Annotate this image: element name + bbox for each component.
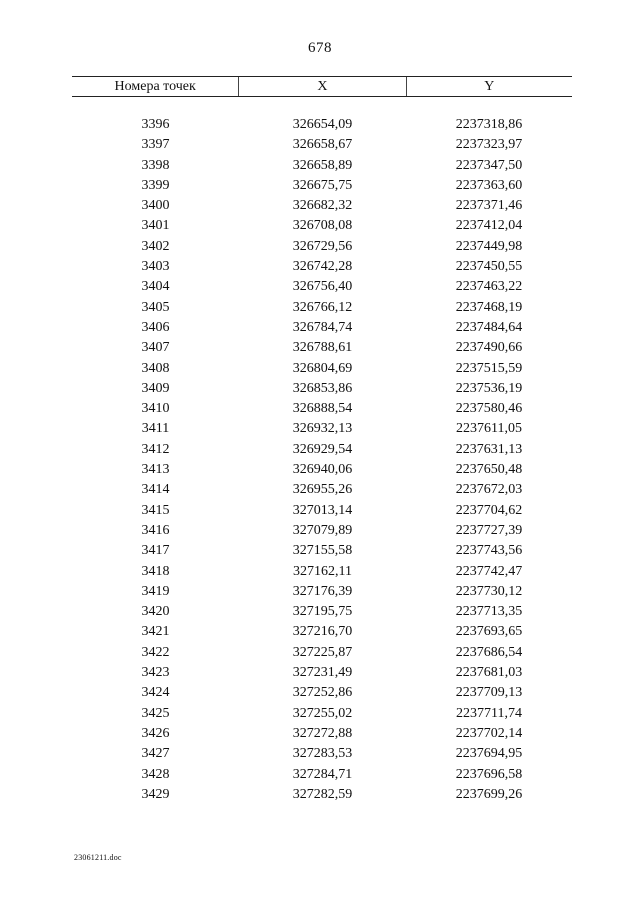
y-cell: 2237686,54	[455, 644, 523, 660]
table-row	[72, 399, 572, 419]
table-row	[72, 663, 572, 683]
y-cell: 2237580,46	[455, 401, 523, 417]
x-cell: 326756,40	[292, 279, 353, 295]
table-row	[72, 298, 572, 318]
table-row	[72, 115, 572, 135]
point-number-cell: 3415	[141, 502, 170, 518]
x-cell: 327272,88	[292, 725, 353, 741]
table-row	[72, 501, 572, 521]
page-number: 678	[308, 40, 332, 56]
y-cell: 2237318,86	[455, 117, 523, 132]
x-cell: 327231,49	[292, 665, 353, 681]
point-number-cell: 3412	[141, 441, 170, 457]
x-cell: 326784,74	[292, 319, 353, 335]
point-number-cell: 3399	[141, 177, 170, 193]
y-cell: 2237484,64	[455, 319, 523, 335]
header-point-number: Номера точек	[114, 79, 196, 94]
x-cell: 327283,53	[292, 746, 353, 762]
x-cell: 326788,61	[292, 340, 353, 356]
x-cell: 326929,54	[292, 441, 353, 457]
table-row	[72, 683, 572, 703]
y-cell: 2237672,03	[455, 482, 523, 498]
table-row	[72, 257, 572, 277]
x-cell: 327013,14	[292, 502, 353, 518]
x-cell: 327225,87	[292, 644, 353, 660]
y-cell: 2237536,19	[455, 380, 523, 396]
point-number-cell: 3402	[141, 238, 170, 254]
point-number-cell: 3427	[141, 746, 170, 762]
x-cell: 326708,08	[292, 218, 353, 234]
point-number-cell: 3407	[141, 340, 170, 356]
x-cell: 326729,56	[292, 238, 353, 254]
table-row	[72, 176, 572, 196]
y-cell: 2237371,46	[455, 198, 523, 214]
y-cell: 2237709,13	[455, 685, 523, 701]
point-number-cell: 3425	[141, 705, 170, 721]
table-body	[72, 115, 572, 805]
table-row	[72, 765, 572, 785]
table-row	[72, 785, 572, 805]
point-number-cell: 3396	[141, 117, 170, 132]
y-cell: 2237490,66	[455, 340, 523, 356]
y-cell: 2237449,98	[455, 238, 523, 254]
point-number-cell: 3406	[141, 319, 170, 335]
x-cell: 326853,86	[292, 380, 353, 396]
y-cell: 2237515,59	[455, 360, 523, 376]
point-number-cell: 3424	[141, 685, 170, 701]
y-cell: 2237363,60	[455, 177, 523, 193]
table-row	[72, 277, 572, 297]
y-cell: 2237463,22	[455, 279, 523, 295]
y-cell: 2237450,55	[455, 259, 523, 275]
x-cell: 326940,06	[292, 462, 353, 478]
y-cell: 2237323,97	[455, 137, 523, 153]
table-row	[72, 541, 572, 561]
point-number-cell: 3408	[141, 360, 170, 376]
point-number-cell: 3405	[141, 299, 170, 315]
y-cell: 2237468,19	[455, 299, 523, 315]
table-row	[72, 440, 572, 460]
point-number-cell: 3400	[141, 198, 170, 214]
table-row	[72, 521, 572, 541]
table-row	[72, 196, 572, 216]
table-row	[72, 359, 572, 379]
x-cell: 327195,75	[292, 604, 353, 620]
point-number-cell: 3417	[141, 543, 170, 559]
table-row	[72, 724, 572, 744]
y-cell: 2237681,03	[455, 665, 523, 681]
document-filename: 23061211.doc	[74, 853, 122, 862]
y-cell: 2237699,26	[455, 786, 523, 802]
header-x: X	[238, 77, 405, 96]
header-y: Y	[406, 77, 572, 96]
table-row	[72, 338, 572, 358]
y-cell: 2237713,35	[455, 604, 523, 620]
x-cell: 327216,70	[292, 624, 353, 640]
point-number-cell: 3428	[141, 766, 170, 782]
x-cell: 326658,67	[292, 137, 353, 153]
table-row	[72, 582, 572, 602]
point-number-cell: 3422	[141, 644, 170, 660]
point-number-cell: 3423	[141, 665, 170, 681]
point-number-cell: 3410	[141, 401, 170, 417]
table-row	[72, 622, 572, 642]
table-row	[72, 135, 572, 155]
point-number-cell: 3401	[141, 218, 170, 234]
point-number-cell: 3411	[141, 421, 170, 437]
x-cell: 326804,69	[292, 360, 353, 376]
y-cell: 2237693,65	[455, 624, 523, 640]
point-number-cell: 3419	[141, 583, 170, 599]
point-number-cell: 3403	[141, 259, 170, 275]
table-row	[72, 216, 572, 236]
x-cell: 326675,75	[292, 177, 353, 193]
x-cell: 326654,09	[292, 117, 353, 132]
x-cell: 326742,28	[292, 259, 353, 275]
point-number-cell: 3416	[141, 522, 170, 538]
point-number-cell: 3420	[141, 604, 170, 620]
point-number-cell: 3426	[141, 725, 170, 741]
x-cell: 326888,54	[292, 401, 353, 417]
y-cell: 2237743,56	[455, 543, 523, 559]
table-row	[72, 318, 572, 338]
point-number-cell: 3398	[141, 157, 170, 173]
x-cell: 326932,13	[292, 421, 353, 437]
y-cell: 2237696,58	[455, 766, 523, 782]
x-cell: 327284,71	[292, 766, 353, 782]
table-row	[72, 419, 572, 439]
table-row	[72, 156, 572, 176]
y-cell: 2237694,95	[455, 746, 523, 762]
y-cell: 2237742,47	[455, 563, 523, 579]
x-cell: 327255,02	[292, 705, 353, 721]
x-cell: 326658,89	[292, 157, 353, 173]
point-number-cell: 3414	[141, 482, 170, 498]
table-header	[72, 76, 572, 97]
table-row	[72, 704, 572, 724]
point-number-cell: 3418	[141, 563, 170, 579]
point-number-cell: 3421	[141, 624, 170, 640]
x-cell: 327079,89	[292, 522, 353, 538]
x-cell: 326955,26	[292, 482, 353, 498]
y-cell: 2237631,13	[455, 441, 523, 457]
x-cell: 326682,32	[292, 198, 353, 214]
point-number-cell: 3409	[141, 380, 170, 396]
y-cell: 2237347,50	[455, 157, 523, 173]
table-row	[72, 379, 572, 399]
y-cell: 2237711,74	[456, 705, 522, 721]
x-cell: 326766,12	[292, 299, 353, 315]
table-row	[72, 460, 572, 480]
y-cell: 2237702,14	[455, 725, 523, 741]
y-cell: 2237730,12	[455, 583, 523, 599]
x-cell: 327176,39	[292, 583, 353, 599]
table-row	[72, 237, 572, 257]
table-row	[72, 643, 572, 663]
x-cell: 327282,59	[292, 786, 353, 802]
y-cell: 2237412,04	[455, 218, 523, 234]
point-number-cell: 3429	[141, 786, 170, 802]
x-cell: 327162,11	[293, 563, 352, 579]
x-cell: 327155,58	[292, 543, 353, 559]
point-number-cell: 3397	[141, 137, 170, 153]
table-row	[72, 602, 572, 622]
table-row	[72, 480, 572, 500]
y-cell: 2237650,48	[455, 462, 523, 478]
x-cell: 327252,86	[292, 685, 353, 701]
point-number-cell: 3404	[141, 279, 170, 295]
point-number-cell: 3413	[141, 462, 170, 478]
y-cell: 2237611,05	[456, 421, 522, 437]
y-cell: 2237704,62	[455, 502, 523, 518]
coordinates-table	[72, 76, 572, 805]
table-row	[72, 744, 572, 764]
y-cell: 2237727,39	[455, 522, 523, 538]
table-row	[72, 562, 572, 582]
